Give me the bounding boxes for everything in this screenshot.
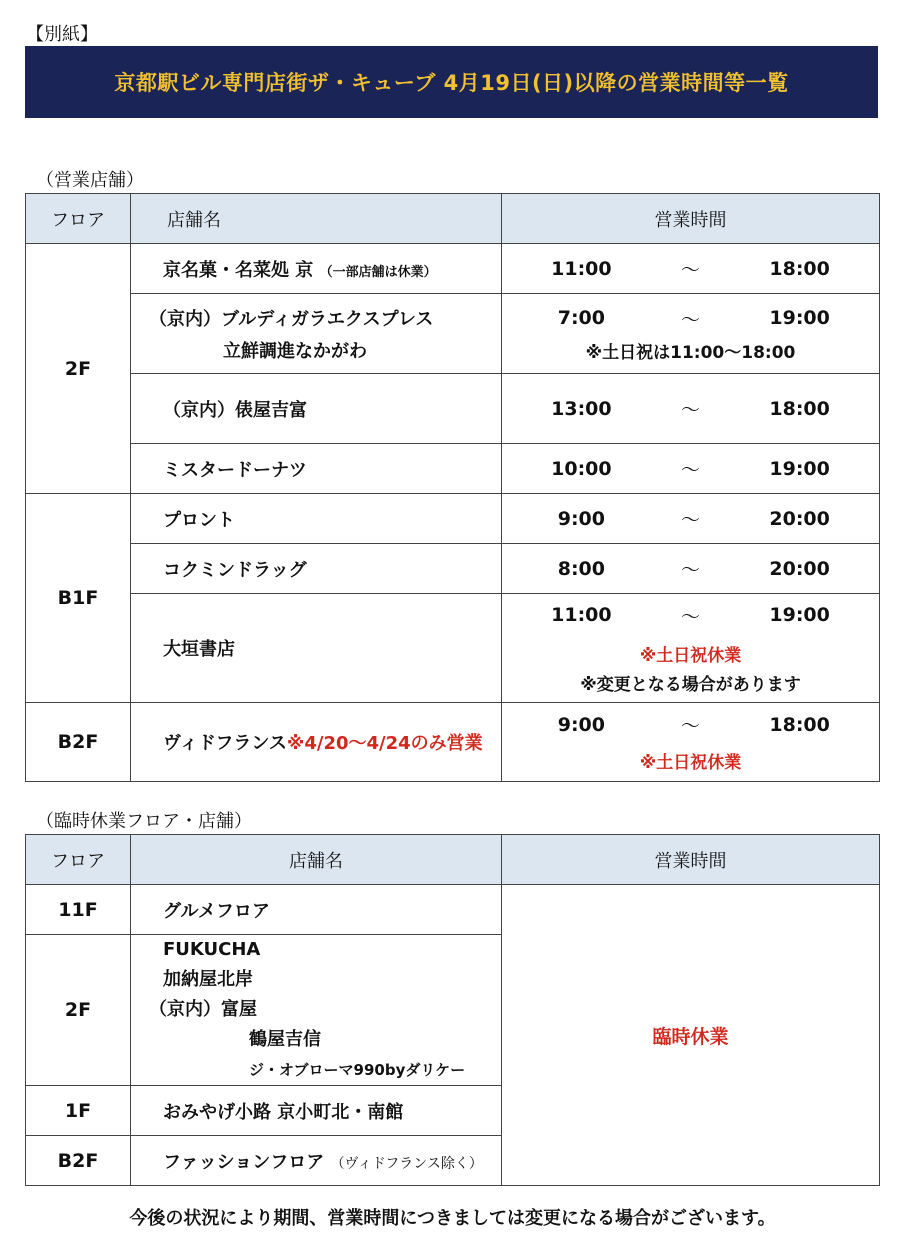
table-row: [26, 494, 880, 544]
column-header-floor: フロア: [26, 835, 131, 885]
hours-cell: 10:00 ～ 19:00: [502, 444, 880, 494]
table-row: [26, 594, 880, 703]
shop-cell: おみやげ小路 京小町北・南館: [131, 1086, 502, 1136]
shop-cell: ヴィドフランス※4/20～4/24のみ営業: [131, 703, 502, 782]
shop-cell: 大垣書店: [131, 594, 502, 703]
hours-cell: 8:00 ～ 20:00: [502, 544, 880, 594]
column-header-shop: 店舗名: [131, 835, 502, 885]
column-header-hours: 営業時間: [502, 835, 880, 885]
attachment-tag: 【別紙】: [26, 24, 98, 45]
hours-cell: 7:00 ～ 19:00 ※土日祝は11:00～18:00: [502, 294, 880, 374]
hours-cell: 11:00 ～ 19:00 ※土日祝休業 ※変更となる場合があります: [502, 594, 880, 703]
shop-cell: （京内）ブルディガラエクスプレス 立鮮調進なかがわ: [131, 294, 502, 374]
table-row: [26, 294, 880, 374]
table-row: [26, 544, 880, 594]
table-row: [26, 885, 880, 935]
title-banner: 京都駅ビル専門店街ザ・キューブ 4月19日(日)以降の営業時間等一覧: [25, 46, 878, 118]
shop-cell: FUKUCHA 加納屋北岸 （京内）富屋 鶴屋吉信 ジ・オブローマ990byダリケー: [131, 935, 502, 1086]
table-row: [26, 444, 880, 494]
floor-cell: 2F: [26, 244, 131, 494]
floor-cell: B2F: [26, 703, 131, 782]
table-row: [26, 244, 880, 294]
shop-cell: グルメフロア: [131, 885, 502, 935]
floor-cell: 2F: [26, 935, 131, 1086]
closure-status-cell: 臨時休業: [502, 885, 880, 1186]
shop-cell: コクミンドラッグ: [131, 544, 502, 594]
column-header-shop: 店舗名: [131, 194, 502, 244]
footer-note: 今後の状況により期間、営業時間につきましては変更になる場合がございます。: [129, 1208, 776, 1229]
shop-cell: ファッションフロア （ヴィドフランス除く）: [131, 1136, 502, 1186]
hours-cell: 9:00 ～ 20:00: [502, 494, 880, 544]
hours-cell: 9:00 ～ 18:00 ※土日祝休業: [502, 703, 880, 782]
shop-cell: （京内）俵屋吉富: [131, 374, 502, 444]
shop-cell: プロント: [131, 494, 502, 544]
table-header-row: [26, 835, 880, 885]
floor-cell: 1F: [26, 1086, 131, 1136]
closed-stores-table: [25, 834, 880, 1186]
floor-cell: B2F: [26, 1136, 131, 1186]
floor-cell: B1F: [26, 494, 131, 703]
hours-cell: 11:00 ～ 18:00: [502, 244, 880, 294]
shop-cell: 京名菓・名菜処 京 （一部店舗は休業）: [131, 244, 502, 294]
table-row: [26, 374, 880, 444]
floor-cell: 11F: [26, 885, 131, 935]
column-header-hours: 営業時間: [502, 194, 880, 244]
table-row: [26, 703, 880, 782]
closed-section-label: （臨時休業フロア・店舗）: [36, 811, 252, 832]
shop-cell: ミスタードーナツ: [131, 444, 502, 494]
open-section-label: （営業店舗）: [36, 170, 144, 191]
open-stores-table: [25, 193, 880, 782]
column-header-floor: フロア: [26, 194, 131, 244]
table-header-row: [26, 194, 880, 244]
hours-cell: 13:00 ～ 18:00: [502, 374, 880, 444]
